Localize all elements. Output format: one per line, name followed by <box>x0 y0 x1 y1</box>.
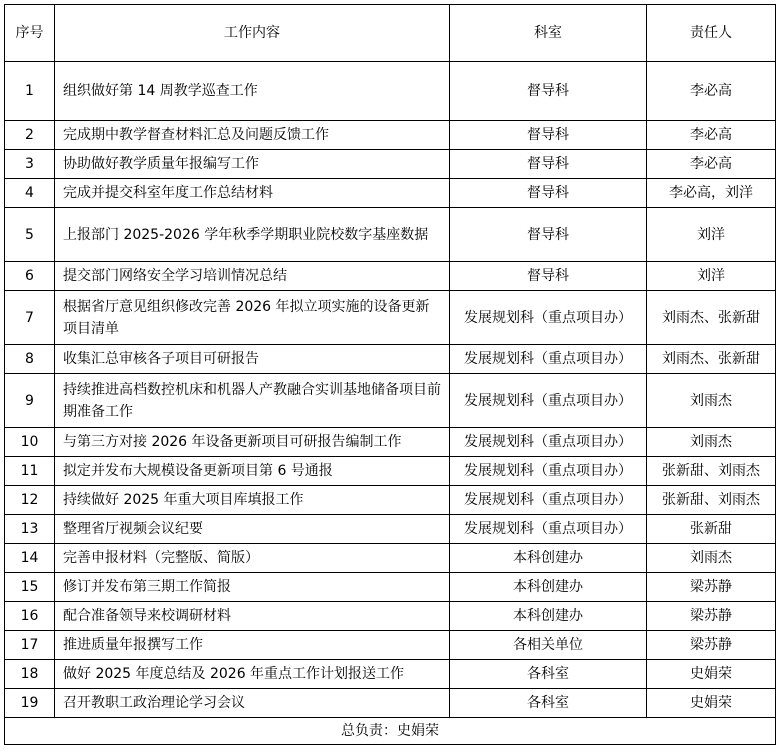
row-task-cell: 持续做好 2025 年重大项目库填报工作 <box>55 486 450 515</box>
row-dept-cell: 督导科 <box>450 121 647 150</box>
row-seq-cell: 2 <box>5 121 55 150</box>
row-person-cell: 刘雨杰 <box>647 544 776 573</box>
row-seq-cell: 11 <box>5 457 55 486</box>
row-dept-cell: 发展规划科（重点项目办） <box>450 345 647 374</box>
row-task-cell: 做好 2025 年度总结及 2026 年重点工作计划报送工作 <box>55 660 450 689</box>
row-task-cell: 完成并提交科室年度工作总结材料 <box>55 179 450 208</box>
table-row <box>5 544 776 573</box>
header-seq: 序号 <box>5 5 55 62</box>
table-row <box>5 121 776 150</box>
row-dept-cell: 督导科 <box>450 62 647 121</box>
row-seq-cell: 16 <box>5 602 55 631</box>
row-person-cell: 梁苏静 <box>647 631 776 660</box>
row-seq-cell: 12 <box>5 486 55 515</box>
row-task-cell: 配合准备领导来校调研材料 <box>55 602 450 631</box>
row-task-cell: 与第三方对接 2026 年设备更新项目可研报告编制工作 <box>55 428 450 457</box>
table-row <box>5 150 776 179</box>
row-seq-cell: 9 <box>5 374 55 428</box>
row-seq-cell: 17 <box>5 631 55 660</box>
row-task-cell: 组织做好第 14 周教学巡查工作 <box>55 62 450 121</box>
row-person-cell: 张新甜 <box>647 515 776 544</box>
row-task-cell: 整理省厅视频会议纪要 <box>55 515 450 544</box>
row-person-cell: 梁苏静 <box>647 602 776 631</box>
row-dept-cell: 各相关单位 <box>450 631 647 660</box>
table-row <box>5 631 776 660</box>
table-row <box>5 486 776 515</box>
table-row <box>5 208 776 262</box>
row-dept-cell: 发展规划科（重点项目办） <box>450 428 647 457</box>
row-seq-cell: 13 <box>5 515 55 544</box>
table-row <box>5 602 776 631</box>
overall-responsible: 总负责：史娟荣 <box>5 718 776 745</box>
row-seq-cell: 14 <box>5 544 55 573</box>
row-seq-cell: 3 <box>5 150 55 179</box>
row-dept-cell: 发展规划科（重点项目办） <box>450 515 647 544</box>
row-dept-cell: 发展规划科（重点项目办） <box>450 486 647 515</box>
row-seq-cell: 5 <box>5 208 55 262</box>
table-row <box>5 457 776 486</box>
row-dept-cell: 发展规划科（重点项目办） <box>450 457 647 486</box>
table-row <box>5 573 776 602</box>
row-person-cell: 史娟荣 <box>647 660 776 689</box>
row-dept-cell: 发展规划科（重点项目办） <box>450 374 647 428</box>
table-row <box>5 179 776 208</box>
row-task-cell: 完善申报材料（完整版、简版） <box>55 544 450 573</box>
row-person-cell: 张新甜、刘雨杰 <box>647 486 776 515</box>
row-task-cell: 推进质量年报撰写工作 <box>55 631 450 660</box>
row-dept-cell: 各科室 <box>450 660 647 689</box>
row-dept-cell: 各科室 <box>450 689 647 718</box>
table-row <box>5 515 776 544</box>
row-seq-cell: 1 <box>5 62 55 121</box>
table-footer-row <box>5 718 776 745</box>
work-plan-table <box>4 4 776 745</box>
row-dept-cell: 督导科 <box>450 150 647 179</box>
row-person-cell: 刘雨杰 <box>647 374 776 428</box>
row-seq-cell: 19 <box>5 689 55 718</box>
row-person-cell: 刘雨杰、张新甜 <box>647 291 776 345</box>
row-person-cell: 史娟荣 <box>647 689 776 718</box>
row-person-cell: 张新甜、刘雨杰 <box>647 457 776 486</box>
row-seq-cell: 6 <box>5 262 55 291</box>
table-row <box>5 62 776 121</box>
row-task-cell: 修订并发布第三期工作简报 <box>55 573 450 602</box>
row-task-cell: 上报部门 2025-2026 学年秋季学期职业院校数字基座数据 <box>55 208 450 262</box>
row-person-cell: 李必高，刘洋 <box>647 179 776 208</box>
row-seq-cell: 7 <box>5 291 55 345</box>
row-seq-cell: 10 <box>5 428 55 457</box>
table-row <box>5 660 776 689</box>
row-task-cell: 拟定并发布大规模设备更新项目第 6 号通报 <box>55 457 450 486</box>
row-person-cell: 李必高 <box>647 62 776 121</box>
row-seq-cell: 15 <box>5 573 55 602</box>
table-row <box>5 689 776 718</box>
table-header-row <box>5 5 776 62</box>
row-task-cell: 协助做好教学质量年报编写工作 <box>55 150 450 179</box>
header-person: 责任人 <box>647 5 776 62</box>
row-dept-cell: 发展规划科（重点项目办） <box>450 291 647 345</box>
row-dept-cell: 督导科 <box>450 179 647 208</box>
row-person-cell: 李必高 <box>647 121 776 150</box>
row-task-cell: 收集汇总审核各子项目可研报告 <box>55 345 450 374</box>
row-task-cell: 根据省厅意见组织修改完善 2026 年拟立项实施的设备更新项目清单 <box>55 291 450 345</box>
row-dept-cell: 督导科 <box>450 262 647 291</box>
row-task-cell: 持续推进高档数控机床和机器人产教融合实训基地储备项目前期准备工作 <box>55 374 450 428</box>
table-row <box>5 428 776 457</box>
row-seq-cell: 18 <box>5 660 55 689</box>
row-seq-cell: 8 <box>5 345 55 374</box>
row-task-cell: 召开教职工政治理论学习会议 <box>55 689 450 718</box>
header-task: 工作内容 <box>55 5 450 62</box>
row-person-cell: 刘雨杰 <box>647 428 776 457</box>
row-task-cell: 完成期中教学督查材料汇总及问题反馈工作 <box>55 121 450 150</box>
row-task-cell: 提交部门网络安全学习培训情况总结 <box>55 262 450 291</box>
row-person-cell: 刘雨杰、张新甜 <box>647 345 776 374</box>
table-row <box>5 374 776 428</box>
row-person-cell: 李必高 <box>647 150 776 179</box>
table-row <box>5 262 776 291</box>
row-person-cell: 梁苏静 <box>647 573 776 602</box>
row-person-cell: 刘洋 <box>647 208 776 262</box>
row-dept-cell: 本科创建办 <box>450 573 647 602</box>
header-dept: 科室 <box>450 5 647 62</box>
table-row <box>5 345 776 374</box>
row-dept-cell: 本科创建办 <box>450 544 647 573</box>
row-person-cell: 刘洋 <box>647 262 776 291</box>
row-dept-cell: 督导科 <box>450 208 647 262</box>
row-dept-cell: 本科创建办 <box>450 602 647 631</box>
table-row <box>5 291 776 345</box>
row-seq-cell: 4 <box>5 179 55 208</box>
